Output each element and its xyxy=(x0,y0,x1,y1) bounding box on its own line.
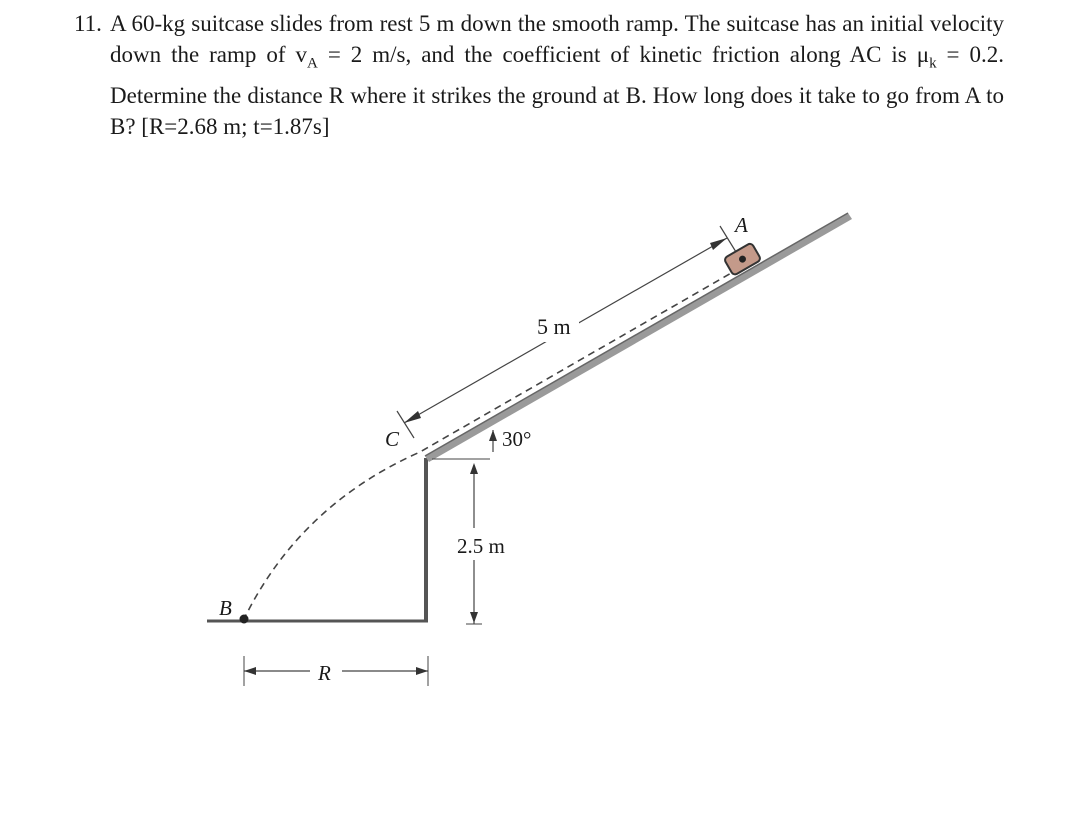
r-arrow-left xyxy=(244,667,256,675)
subscript-k: k xyxy=(929,55,937,72)
label-b: B xyxy=(219,596,232,620)
height-arrow-top xyxy=(470,463,478,474)
problem-text-part-3: = 0.2. Determine the distance R where it strikes the ground at B. How long does it take to go from A to B? [R=2.68 m; t=1.87s] xyxy=(110,42,1004,139)
label-c: C xyxy=(385,427,400,451)
label-height: 2.5 m xyxy=(457,534,505,558)
arrow-5m-c xyxy=(404,411,421,423)
height-arrow-bottom xyxy=(470,612,478,623)
subscript-a: A xyxy=(307,55,318,72)
dimension-5m-tick-c xyxy=(397,411,414,438)
label-r: R xyxy=(318,661,331,685)
problem-number: 11. xyxy=(74,11,102,36)
ramp-surface xyxy=(425,213,852,462)
dimension-5m-tick-a xyxy=(720,226,736,252)
angle-arrow xyxy=(489,430,497,441)
label-a: A xyxy=(735,213,748,237)
ramp-top-edge xyxy=(425,213,848,456)
arrow-5m-a xyxy=(710,238,727,250)
r-arrow-right xyxy=(416,667,428,675)
label-5m: 5 m xyxy=(537,314,571,339)
point-b xyxy=(240,615,249,624)
problem-text-part-1: A 60-kg suitcase slides from rest 5 m down the smooth ramp. The suitcase has an initial velocity down the ramp of v xyxy=(110,11,1004,67)
problem-text-part-2: = 2 m/s, and the coefficient of kinetic friction along AC is μ xyxy=(317,42,930,67)
label-angle: 30° xyxy=(502,427,532,451)
